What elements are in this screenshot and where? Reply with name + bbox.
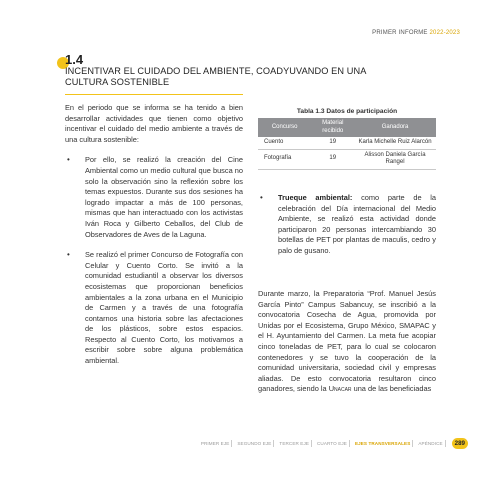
footer-tab-cuarto-eje[interactable]: CUARTO EJE xyxy=(315,440,350,447)
footer-tab-segundo-eje[interactable]: SEGUNDO EJE xyxy=(235,440,274,447)
report-title: PRIMER INFORME xyxy=(372,30,428,36)
section-number: 1.4 xyxy=(65,52,84,67)
footer-tab-tercer-eje[interactable]: TERCER EJE xyxy=(277,440,312,447)
page-number: 289 xyxy=(452,438,468,449)
bullet-trueque-ambiental xyxy=(258,193,436,257)
section-divider xyxy=(65,94,243,95)
table-cell: Alisson Daniela García Rangel xyxy=(354,149,436,169)
participation-table xyxy=(258,118,436,170)
bullet-heading: Trueque ambiental: xyxy=(278,193,353,202)
right-bullet-list xyxy=(258,193,436,257)
footer-tab-primer-eje[interactable]: PRIMER EJE xyxy=(199,440,233,447)
report-years: 2022-2023 xyxy=(429,30,460,36)
table-row xyxy=(258,137,436,149)
paragraph-text-end: una de las beneficiadas xyxy=(351,384,432,394)
section-title-line1: INCENTIVAR EL CUIDADO DEL AMBIENTE, COADYUVANDO EN UNA xyxy=(65,66,367,76)
table-cell: Karla Michelle Ruiz Alarcón xyxy=(354,137,436,149)
section-title-line2: CULTURA SOSTENIBLE xyxy=(65,77,170,87)
bullet-concurso-fotografia: • Se realizó el primer Concurso de Fotografía con Celular y Cuento Corto. Se invitó a la comunidad estudiantil a observar los diversos ecosistemas que proporcionan beneficios ambientales a la zona urbana en el Municipio de Carmen y a través de una fotografía contarnos una historia sobre las afectaciones de los plásticos, sobre estos espacios. Respecto al Cuento Corto, los motivamos a escribir sobre sobre alguna problemática ambiental. xyxy=(65,250,243,367)
intro-paragraph: En el periodo que se informa se ha tenido a bien desarrollar actividades que tienen como objetivo incentivar el cuidado del medio ambiente a través de una cultura sostenible: xyxy=(65,103,243,144)
unacar-name: Unacar xyxy=(328,384,352,394)
left-bullet-list xyxy=(65,155,243,366)
table-header-row xyxy=(258,118,436,137)
table-cell: Fotografía xyxy=(258,149,311,169)
table-header-cell: Concurso xyxy=(258,118,311,137)
table-header-cell: Ganadora xyxy=(354,118,436,137)
table-cell: Cuento xyxy=(258,137,311,149)
table-row xyxy=(258,149,436,169)
report-header xyxy=(372,30,460,36)
table-cell: 19 xyxy=(311,137,354,149)
bullet-cine-ambiental: • Por ello, se realizó la creación del Cine Ambiental como un medio cultural que busca no solo la observación sino la reflexión sobre los temas expuestos. Durante sus dos sesiones ha logrado impactar a más de 100 personas, mismas que han interactuado con los activistas Iván Roca y Gilberto Ceballos, del Club de Observadores de Aves de la Laguna. xyxy=(65,155,243,240)
footer-tab-ejes-transversales[interactable]: EJES TRANSVERSALES xyxy=(353,440,413,447)
bullet-body: como parte de la celebración del Día internacional del Medio Ambiente, se realizó esta actividad donde participaron 20 personas intercambiando 30 botellas de PET por plantas de maculis, cedro y palo de gusano. xyxy=(278,193,436,255)
section-title xyxy=(65,66,395,88)
footer-tab-apendice[interactable]: APÉNDICE xyxy=(416,440,445,447)
table-caption: Tabla 1.3 Datos de participación xyxy=(296,108,398,115)
table-header-cell: Material recibido xyxy=(311,118,354,137)
footer-navigation xyxy=(199,438,468,449)
paragraph-text: Durante marzo, la Preparatoria “Prof. Manuel Jesús García Pinto” Campus Sabancuy, se inscribió a la convocatoria Cosecha de Agua, promovida por Unidas por el Ecosistema, Grupo México, SMAPAC y el H. Ayuntamiento del Carmen. La meta fue acopiar cinco toneladas de PET, para lo cual se colocaron contenedores y se tuvo la cooperación de la comunidad universitaria, sociedad civil y empresas aliadas. De esto convocatoria resultaron cinco ganadores, siendo la xyxy=(258,289,436,394)
cosecha-de-agua-paragraph xyxy=(258,289,436,395)
left-column xyxy=(65,103,243,367)
table-cell: 19 xyxy=(311,149,354,169)
